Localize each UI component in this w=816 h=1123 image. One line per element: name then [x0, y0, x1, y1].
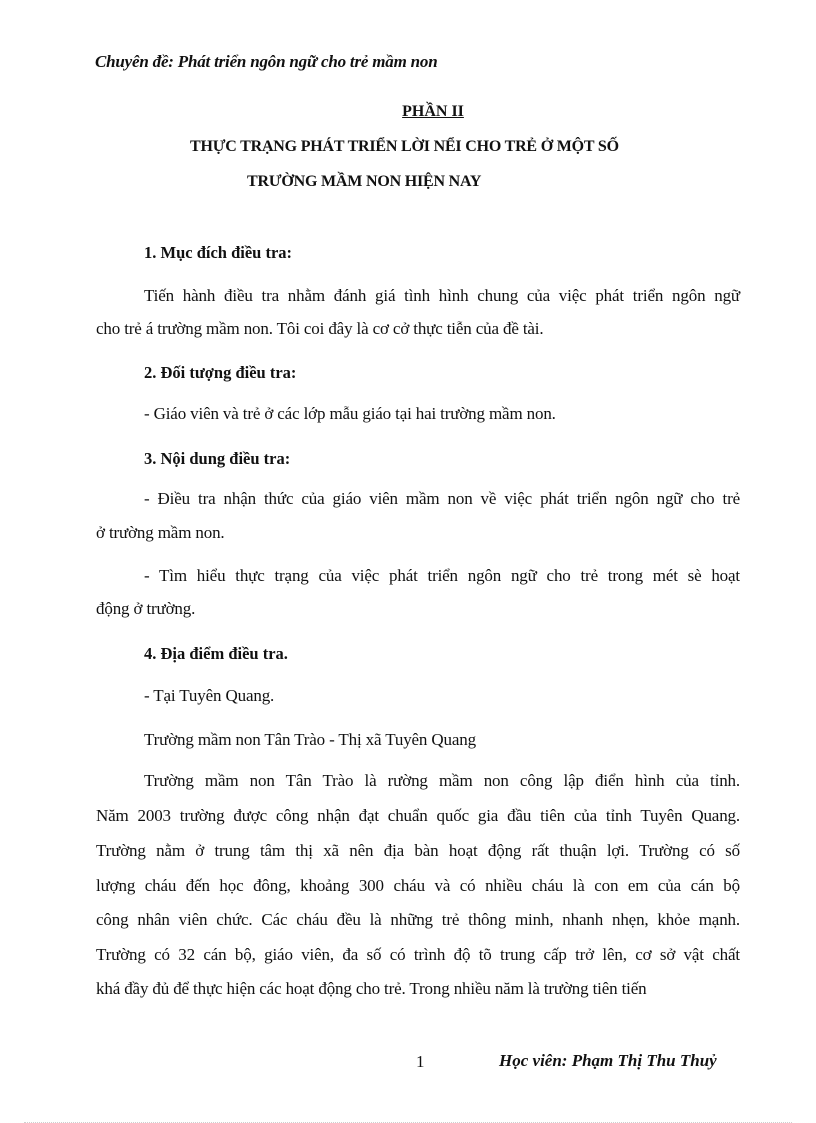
section-4-desc-line-5: công nhân viên chức. Các cháu đều là những trẻ thông minh, nhanh nhẹn, khỏe mạnh.: [96, 910, 740, 929]
section-4-school: Trường mầm non Tân Trào - Thị xã Tuyên Quang: [144, 730, 476, 749]
section-2-line-1: - Giáo viên và trẻ ở các lớp mẫu giáo tại hai trường mầm non.: [144, 404, 556, 423]
page-number: 1: [416, 1052, 425, 1071]
section-2-heading: 2. Đối tượng điều tra:: [144, 363, 297, 382]
footer-student-name: Học viên: Phạm Thị Thu Thuỷ: [499, 1051, 717, 1070]
section-1-line-1: Tiến hành điều tra nhằm đánh giá tình hình chung của việc phát triển ngôn ngữ: [144, 286, 740, 305]
section-3-item-1-line-2: ở trường mầm non.: [96, 523, 225, 542]
section-4-desc-line-4: lượng cháu đến học đông, khoảng 300 cháu và có nhiều cháu là con em của cán bộ: [96, 876, 740, 895]
section-4-desc-line-7: khá đầy đủ để thực hiện các hoạt động cho trẻ. Trong nhiều năm là trường tiên tiến: [96, 979, 647, 998]
header-topic: Chuyên đề: Phát triển ngôn ngữ cho trẻ mầm non: [95, 52, 438, 71]
section-3-item-2-line-2: động ở trường.: [96, 599, 196, 618]
section-4-desc-line-2: Năm 2003 trường được công nhận đạt chuẩn quốc gia đầu tiên của tỉnh Tuyên Quang.: [96, 806, 740, 825]
section-3-item-1-line-1: - Điều tra nhận thức của giáo viên mầm non về việc phát triển ngôn ngữ cho trẻ: [144, 489, 740, 508]
section-4-heading: 4. Địa điểm điều tra.: [144, 644, 288, 663]
chapter-title-line-1: THỰC TRẠNG PHÁT TRIỂN LỜI NỂI CHO TRẺ Ở MỘT SỐ: [190, 138, 619, 155]
section-1-heading: 1. Mục đích điều tra:: [144, 243, 293, 262]
part-heading: PHẦN II: [402, 103, 464, 120]
section-4-desc-line-6: Trường có 32 cán bộ, giáo viên, đa số có trình độ tõ trung cấp trở lên, cơ sở vật chất: [96, 945, 740, 964]
section-4-place: - Tại Tuyên Quang.: [144, 686, 275, 705]
section-4-desc-line-3: Trường nằm ở trung tâm thị xã nên địa bàn hoạt động rất thuận lợi. Trường có số: [96, 841, 740, 860]
section-3-item-2-line-1: - Tìm hiểu thực trạng của việc phát triển ngôn ngữ cho trẻ trong mét sè hoạt: [144, 566, 740, 585]
section-3-heading: 3. Nội dung điều tra:: [144, 449, 291, 468]
section-1-line-2: cho trẻ á trường mầm non. Tôi coi đây là cơ cở thực tiễn của đề tài.: [96, 319, 544, 338]
section-4-desc-line-1: Trường mầm non Tân Trào là rường mầm non công lập điển hình của tỉnh.: [144, 771, 740, 790]
chapter-title-line-2: TRƯỜNG MẦM NON HIỆN NAY: [247, 173, 482, 190]
